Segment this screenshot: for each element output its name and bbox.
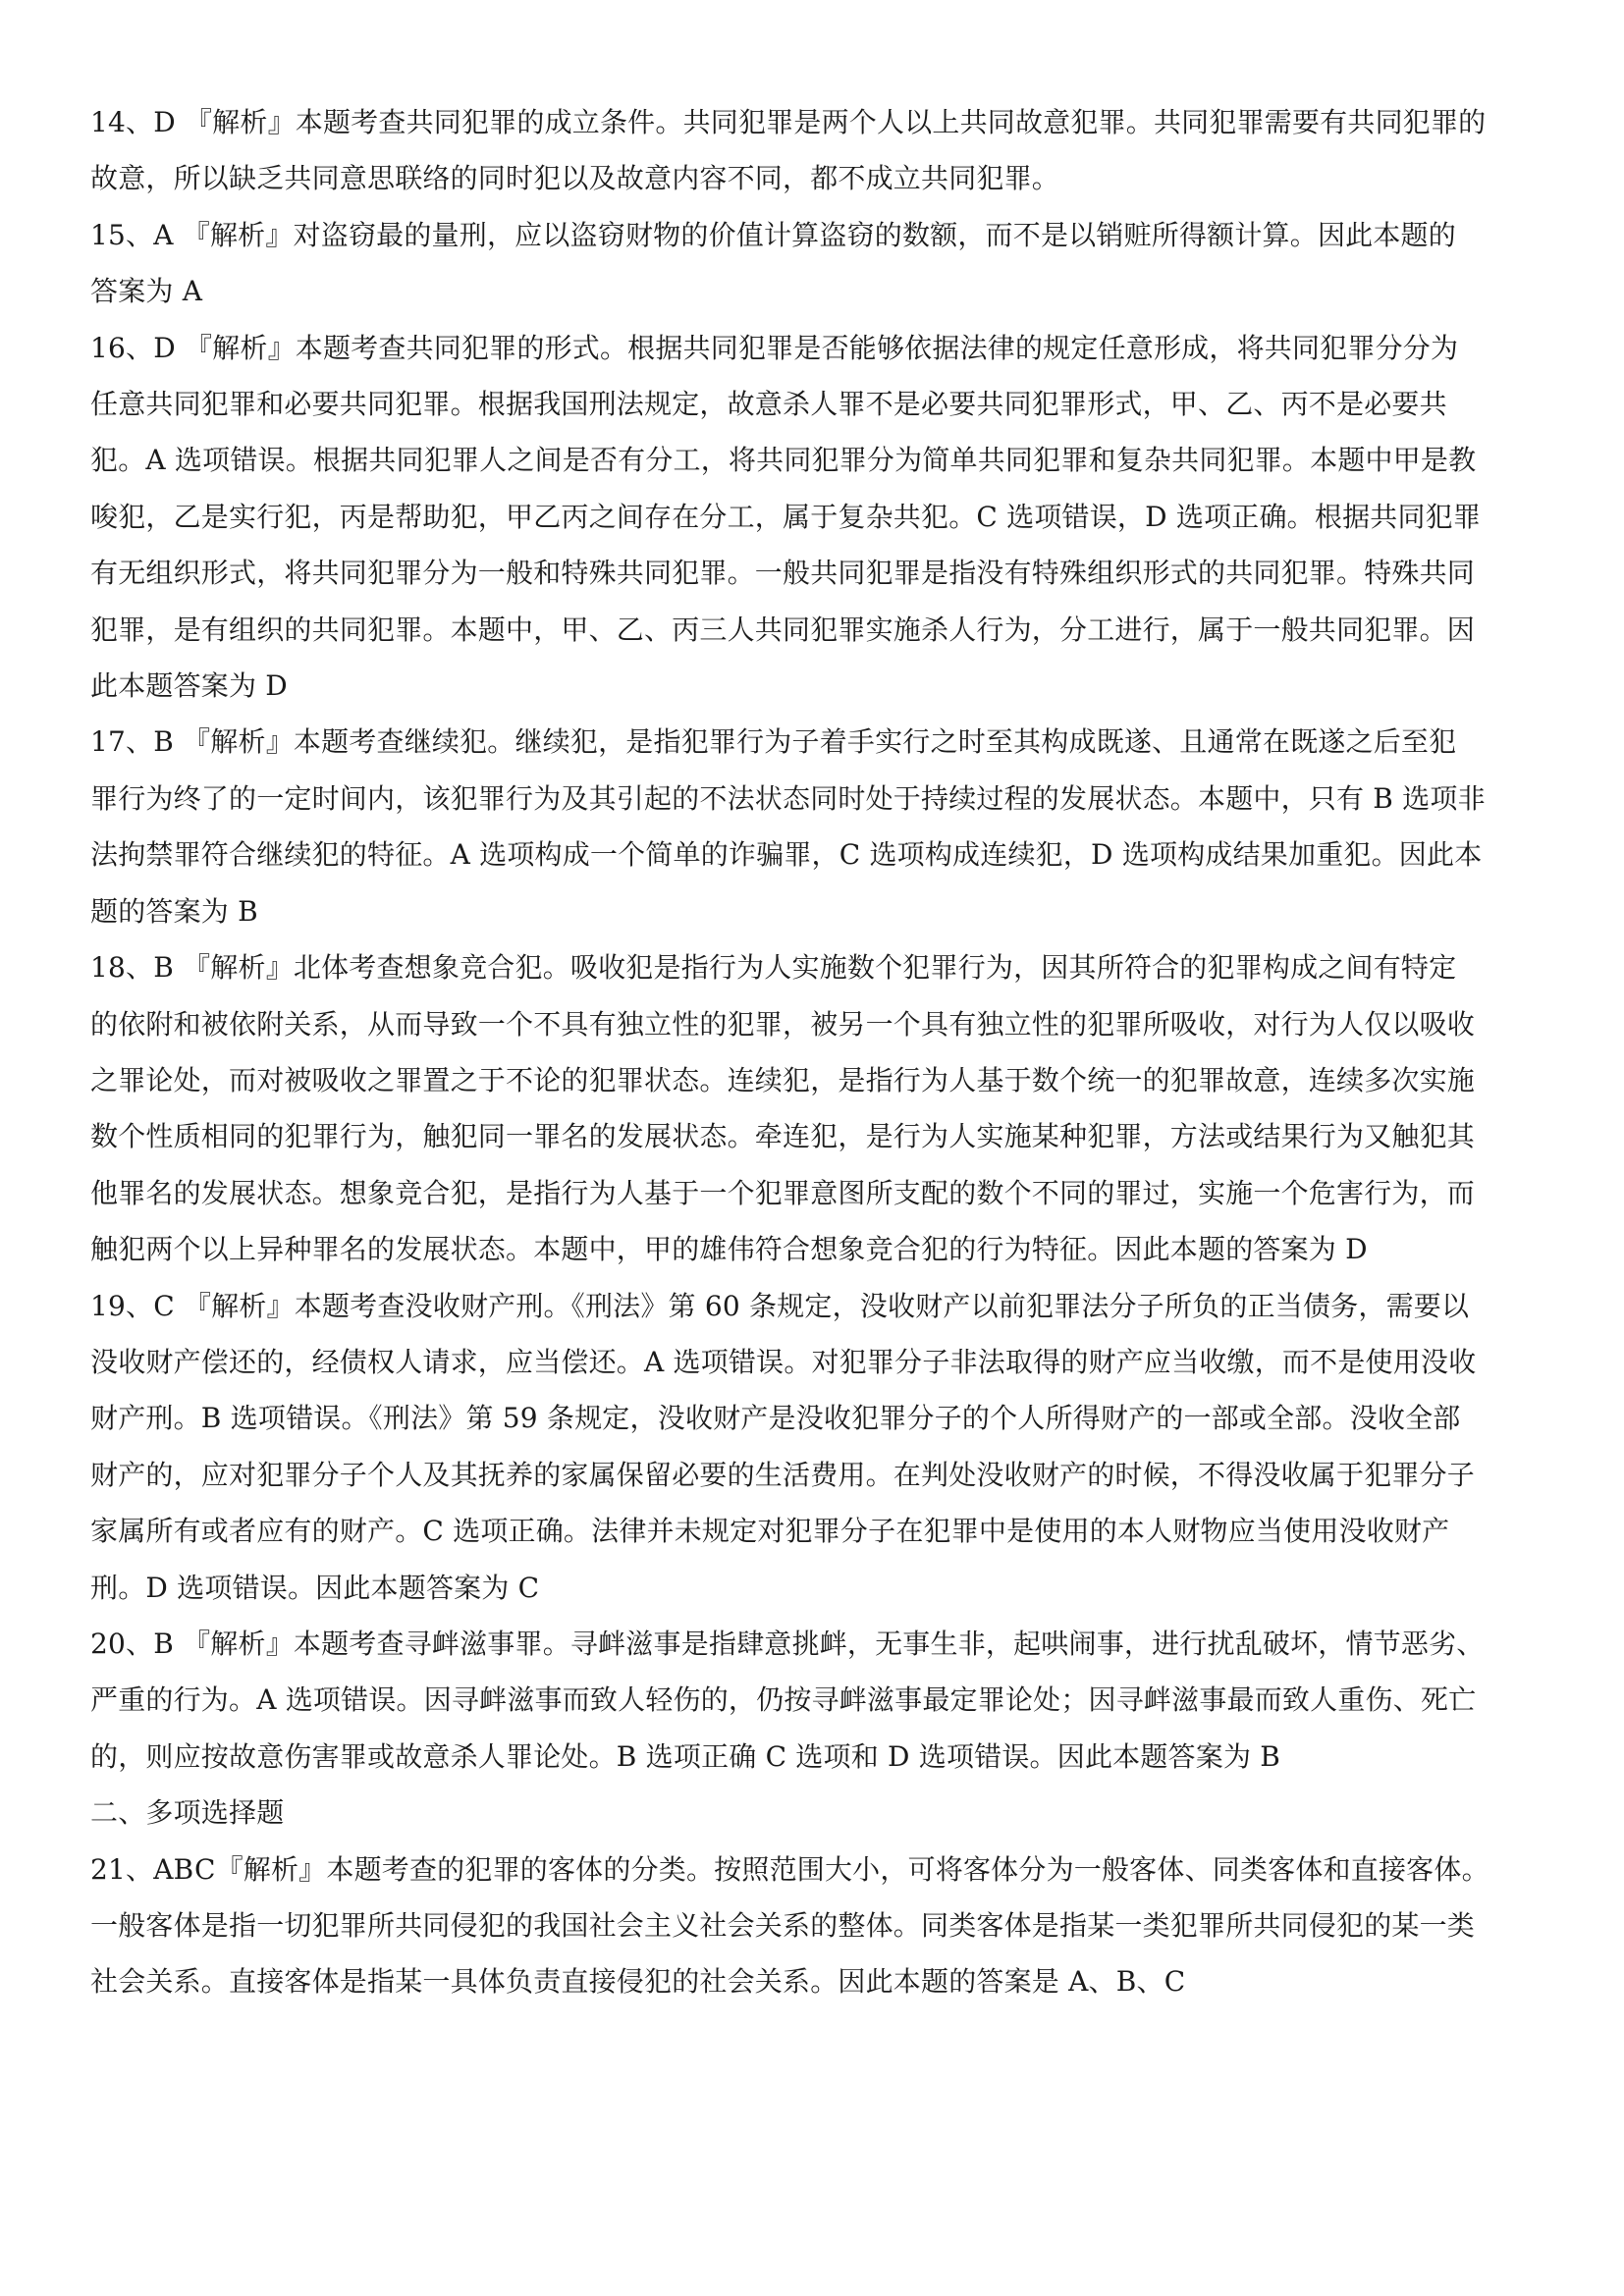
text-line: 严重的行为。A 选项错误。因寻衅滋事而致人轻伤的，仍按寻衅滋事最定罪论处；因寻衅滋事最而致人重伤、死亡 — [90, 1683, 1477, 1717]
text-line: 罪行为终了的一定时间内，该犯罪行为及其引起的不法状态同时处于持续过程的发展状态。本题中，只有 B 选项非 — [90, 781, 1486, 815]
explanation-q21 — [90, 1842, 1543, 2010]
text-line: 18、B 『解析』北体考查想象竞合犯。吸收犯是指行为人实施数个犯罪行为，因其所符合的犯罪构成之间有特定 — [90, 951, 1457, 985]
text-line: 14、D 『解析』本题考查共同犯罪的成立条件。共同犯罪是两个人以上共同故意犯罪。共同犯罪需要有共同犯罪的 — [90, 106, 1487, 138]
text-line: 他罪名的发展状态。想象竞合犯，是指行为人基于一个犯罪意图所支配的数个不同的罪过，实施一个危害行为，而 — [90, 1176, 1476, 1209]
text-line: 没收财产偿还的，经债权人请求，应当偿还。A 选项错误。对犯罪分子非法取得的财产应当收缴，而不是使用没收 — [90, 1345, 1477, 1378]
text-line: 数个性质相同的犯罪行为，触犯同一罪名的发展状态。牵连犯，是行为人实施某种犯罪，方法或结果行为又触犯其 — [90, 1120, 1476, 1153]
section-heading-text: 二、多项选择题 — [90, 1796, 285, 1830]
text-line: 题的答案为 B — [90, 894, 258, 928]
text-line: 一般客体是指一切犯罪所共同侵犯的我国社会主义社会关系的整体。同类客体是指某一类犯罪所共同侵犯的某一类 — [90, 1909, 1476, 1942]
section-heading-multiple-choice — [90, 1785, 1543, 1841]
text-line: 社会关系。直接客体是指某一具体负责直接侵犯的社会关系。因此本题的答案是 A、B、C — [90, 1965, 1186, 1999]
explanation-q17 — [90, 714, 1543, 939]
explanation-q14 — [90, 94, 1543, 207]
text-line: 任意共同犯罪和必要共同犯罪。根据我国刑法规定，故意杀人罪不是必要共同犯罪形式，甲、乙、丙不是必要共 — [90, 388, 1447, 421]
text-line: 之罪论处，而对被吸收之罪置之于不论的犯罪状态。连续犯，是指行为人基于数个统一的犯罪故意，连续多次实施 — [90, 1063, 1476, 1096]
text-line: 的，则应按故意伤害罪或故意杀人罪论处。B 选项正确 C 选项和 D 选项错误。因此本题答案为 B — [90, 1739, 1281, 1773]
text-line: 刑。D 选项错误。因此本题答案为 C — [90, 1571, 540, 1604]
text-line: 17、B 『解析』本题考查继续犯。继续犯，是指犯罪行为子着手实行之时至其构成既遂、且通常在既遂之后至犯 — [90, 725, 1457, 759]
text-line: 的依附和被依附关系，从而导致一个不具有独立性的犯罪，被另一个具有独立性的犯罪所吸收，对行为人仅以吸收 — [90, 1007, 1476, 1041]
text-line: 有无组织形式，将共同犯罪分为一般和特殊共同犯罪。一般共同犯罪是指没有特殊组织形式的共同犯罪。特殊共同 — [90, 557, 1476, 590]
explanation-q16 — [90, 320, 1543, 715]
text-line: 唆犯，乙是实行犯，丙是帮助犯，甲乙丙之间存在分工，属于复杂共犯。C 选项错误，D 选项正确。根据共同犯罪 — [90, 500, 1482, 533]
text-line: 家属所有或者应有的财产。C 选项正确。法律并未规定对犯罪分子在犯罪中是使用的本人财物应当使用没收财产 — [90, 1515, 1450, 1548]
text-line: 16、D 『解析』本题考查共同犯罪的形式。根据共同犯罪是否能够依据法律的规定任意形成，将共同犯罪分分为 — [90, 331, 1459, 364]
answer-explanations-page — [90, 94, 1543, 2010]
text-line: 财产的，应对犯罪分子个人及其抚养的家属保留必要的生活费用。在判处没收财产的时候，不得没收属于犯罪分子 — [90, 1458, 1476, 1491]
text-line: 财产刑。B 选项错误。《刑法》第 59 条规定，没收财产是没收犯罪分子的个人所得财产的一部或全部。没收全部 — [90, 1402, 1461, 1435]
text-line: 法拘禁罪符合继续犯的特征。A 选项构成一个简单的诈骗罪，C 选项构成连续犯，D 选项构成结果加重犯。因此本 — [90, 838, 1483, 872]
text-line: 此本题答案为 D — [90, 669, 288, 703]
text-line: 20、B 『解析』本题考查寻衅滋事罪。寻衅滋事是指肆意挑衅，无事生非，起哄闹事，进行扰乱破坏，情节恶劣、 — [90, 1627, 1485, 1660]
text-line: 犯罪，是有组织的共同犯罪。本题中，甲、乙、丙三人共同犯罪实施杀人行为，分工进行，属于一般共同犯罪。因 — [90, 613, 1476, 646]
text-line: 19、C 『解析』本题考查没收财产刑。《刑法》第 60 条规定，没收财产以前犯罪法分子所负的正当债务，需要以 — [90, 1289, 1470, 1322]
explanation-q19 — [90, 1278, 1543, 1616]
explanation-q15 — [90, 207, 1543, 320]
text-line: 犯。A 选项错误。根据共同犯罪人之间是否有分工，将共同犯罪分为简单共同犯罪和复杂共同犯罪。本题中甲是教 — [90, 444, 1477, 477]
text-line: 21、ABC『解析』本题考查的犯罪的客体的分类。按照范围大小，可将客体分为一般客体、同类客体和直接客体。 — [90, 1852, 1489, 1886]
text-line: 故意，所以缺乏共同意思联络的同时犯以及故意内容不同，都不成立共同犯罪。 — [90, 162, 1060, 195]
text-line: 触犯两个以上异种罪名的发展状态。本题中，甲的雄伟符合想象竞合犯的行为特征。因此本题的答案为 D — [90, 1233, 1368, 1266]
text-line: 答案为 A — [90, 275, 203, 308]
explanation-q18 — [90, 939, 1543, 1277]
text-line: 15、A 『解析』对盗窃最的量刑，应以盗窃财物的价值计算盗窃的数额，而不是以销赃所得额计算。因此本题的 — [90, 218, 1456, 251]
explanation-q20 — [90, 1616, 1543, 1785]
